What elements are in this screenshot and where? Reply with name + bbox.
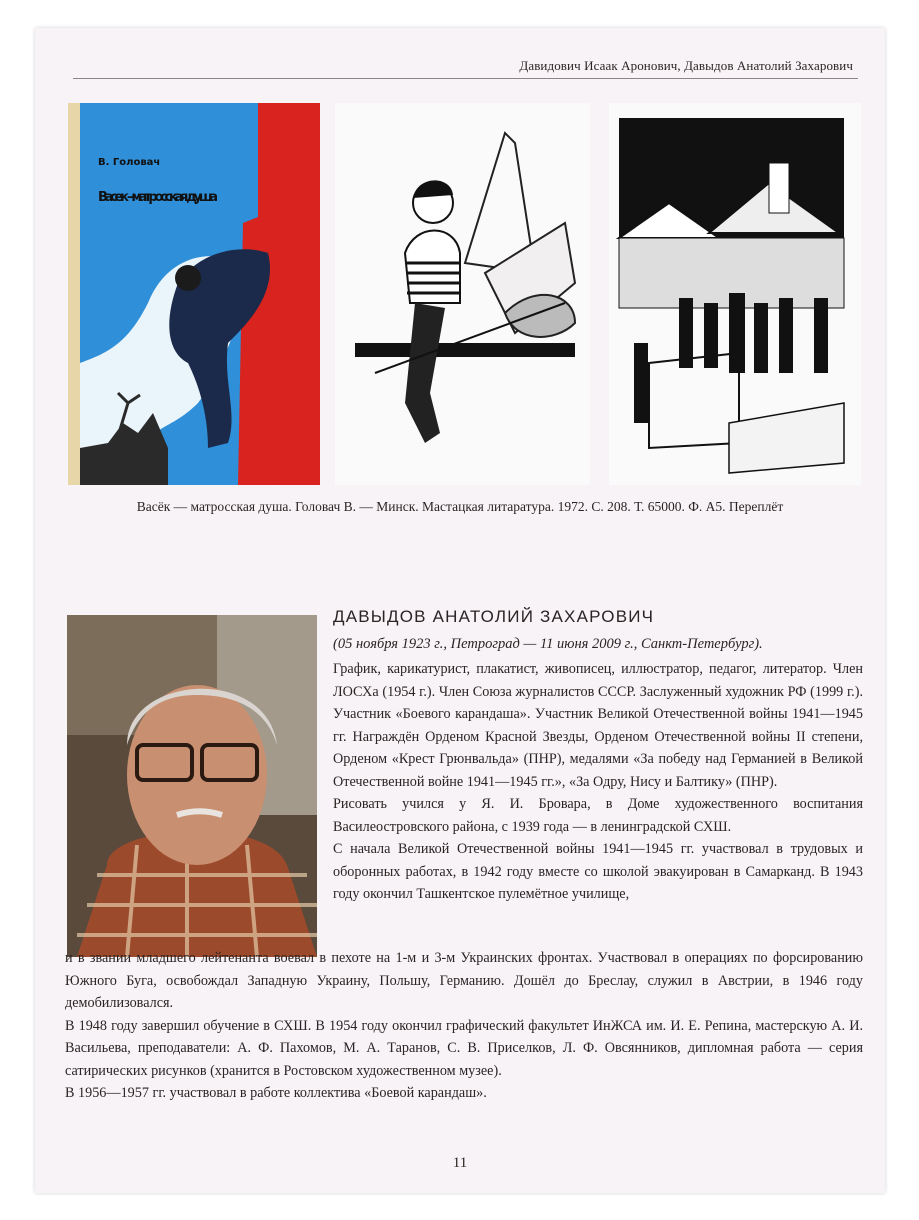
book-cover-image [68,103,320,485]
biography-paragraph-5: В 1956—1957 гг. участвовал в работе коллектива «Боевой карандаш». [65,1085,487,1101]
portrait-photo [67,615,317,957]
biography-name: ДАВЫДОВ АНАТОЛИЙ ЗАХАРОВИЧ [333,607,655,626]
biography-paragraph-1: График, карикатурист, плакатист, живописец, иллюстратор, педагог, литератор. Член ЛОСХа (1954 г.). Член Союза журналистов СССР. Заслуженный художник РФ (1999 г.). Участник «Боевого карандаша». Участник Великой Отечественной войны 1941—1945 гг. Награждён Орденом Красной Звезды, Орденом Отечественной войны II степени, Орденом «Крест Грюнвальда» (ПНР), медалями «За победу над Германией в Великой Отечественной войне 1941—1945 гг.», «За Одру, Нису и Балтику» (ПНР). [333,661,863,790]
biography-paragraph-2: Рисовать учился у Я. И. Бровара, в Доме художественного воспитания Василеостровского района, с 1939 года — в ленинградской СХШ. [333,796,863,835]
book-page [35,28,885,1193]
biography-paragraph-3a: С начала Великой Отечественной войны 1941—1945 гг. участвовал в трудовых и оборонных работах, в 1942 году вместе со школой эвакуирован в Самарканд. В 1943 году окончил Ташкентское пулемётное училище, [333,841,863,902]
cover-title: Васек – матросская душа [98,190,218,205]
biography-paragraph-4: В 1948 году завершил обучение в СХШ. В 1954 году окончил графический факультет ИнЖСА им. И. Е. Репина, мастерскую А. И. Васильева, преподаватели: А. Ф. Пахомов, М. А. Таранов, С. В. Приселков, Л. Ф. Овсянников, дипломная работа — серия сатирических рисунков (хранится в Ростовском художественном музее). [65,1017,863,1079]
page-number: 11 [452,1155,468,1171]
biography-dates: (05 ноября 1923 г., Петроград — 11 июня 2009 г., Санкт-Петербург). [333,636,763,652]
book-caption: Васёк — матросская душа. Головач В. — Минск. Мастацкая литаратура. 1972. С. 208. Т. 65000. Ф. А5. Переплёт [136,499,784,514]
biography-text-full [65,947,863,1105]
biography-text-column [333,658,863,906]
illustration-boy-sailor [335,103,590,485]
illustration-village-scene [609,103,861,485]
biography-paragraph-3b: и в звании младшего лейтенанта воевал в пехоте на 1-м и 3-м Украинских фронтах. Участвовал в операциях по форсированию Южного Буга, освобождал Западную Украину, Польшу, Германию. Дошёл до Бреслау, служил в Австрии, в 1946 году демобилизовался. [65,950,863,1011]
cover-author: В. Головач [98,157,161,168]
running-header: Давидович Исаак Аронович, Давыдов Анатолий Захарович [519,58,853,73]
header-divider [73,78,858,79]
